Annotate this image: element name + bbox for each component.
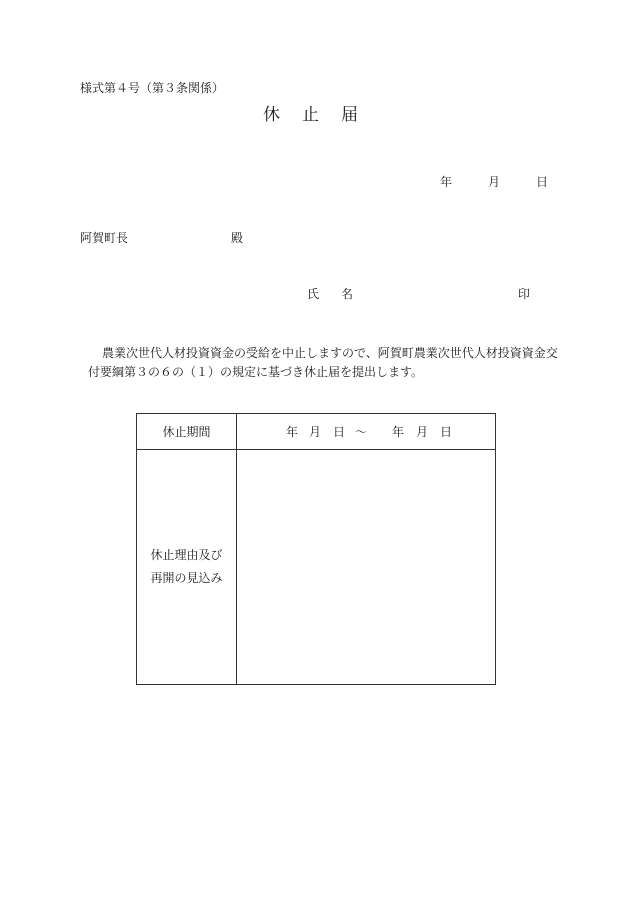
addressee-honorific: 殿: [231, 231, 244, 245]
suspension-table: [136, 413, 496, 685]
applicant-name-label-1: 氏: [307, 287, 320, 301]
reason-row: [137, 450, 495, 684]
reason-label-line-1: 休止理由及び: [150, 548, 223, 562]
date-month-label: 月: [488, 175, 501, 189]
period-label: 休止期間: [162, 425, 211, 439]
period-end-year: 年: [392, 425, 405, 439]
date-year-label: 年: [440, 175, 453, 189]
period-row: [137, 414, 495, 450]
addressee-name: 阿賀町長: [80, 231, 129, 245]
form-number: 様式第４号（第３条関係）: [80, 81, 225, 95]
title-char-3: 届: [341, 105, 358, 125]
title-char-1: 休: [263, 105, 280, 125]
period-value-cell[interactable]: [237, 414, 495, 449]
title-char-2: 止: [302, 105, 319, 125]
period-end-month: 月: [416, 425, 429, 439]
date-day-label: 日: [536, 175, 549, 189]
reason-label-cell: [137, 450, 237, 684]
body-paragraph: [88, 344, 558, 382]
period-end-day: 日: [440, 425, 453, 439]
period-start-year: 年: [286, 425, 299, 439]
reason-value-cell[interactable]: [237, 450, 495, 684]
period-start-day: 日: [333, 425, 346, 439]
applicant-name-label-2: 名: [341, 287, 354, 301]
period-start-month: 月: [309, 425, 322, 439]
document-title: [263, 107, 358, 124]
reason-label-line-2: 再開の見込み: [150, 571, 223, 585]
body-line-2: 付要綱第３の６の（１）の規定に基づき休止届を提出します。: [88, 365, 424, 379]
period-range-tilde: ～: [355, 425, 368, 439]
period-label-cell: [137, 414, 237, 449]
seal-label: 印: [518, 287, 531, 301]
body-line-1: 農業次世代人材投資資金の受給を中止しますので、阿賀町農業次世代人材投資資金交: [102, 346, 558, 360]
